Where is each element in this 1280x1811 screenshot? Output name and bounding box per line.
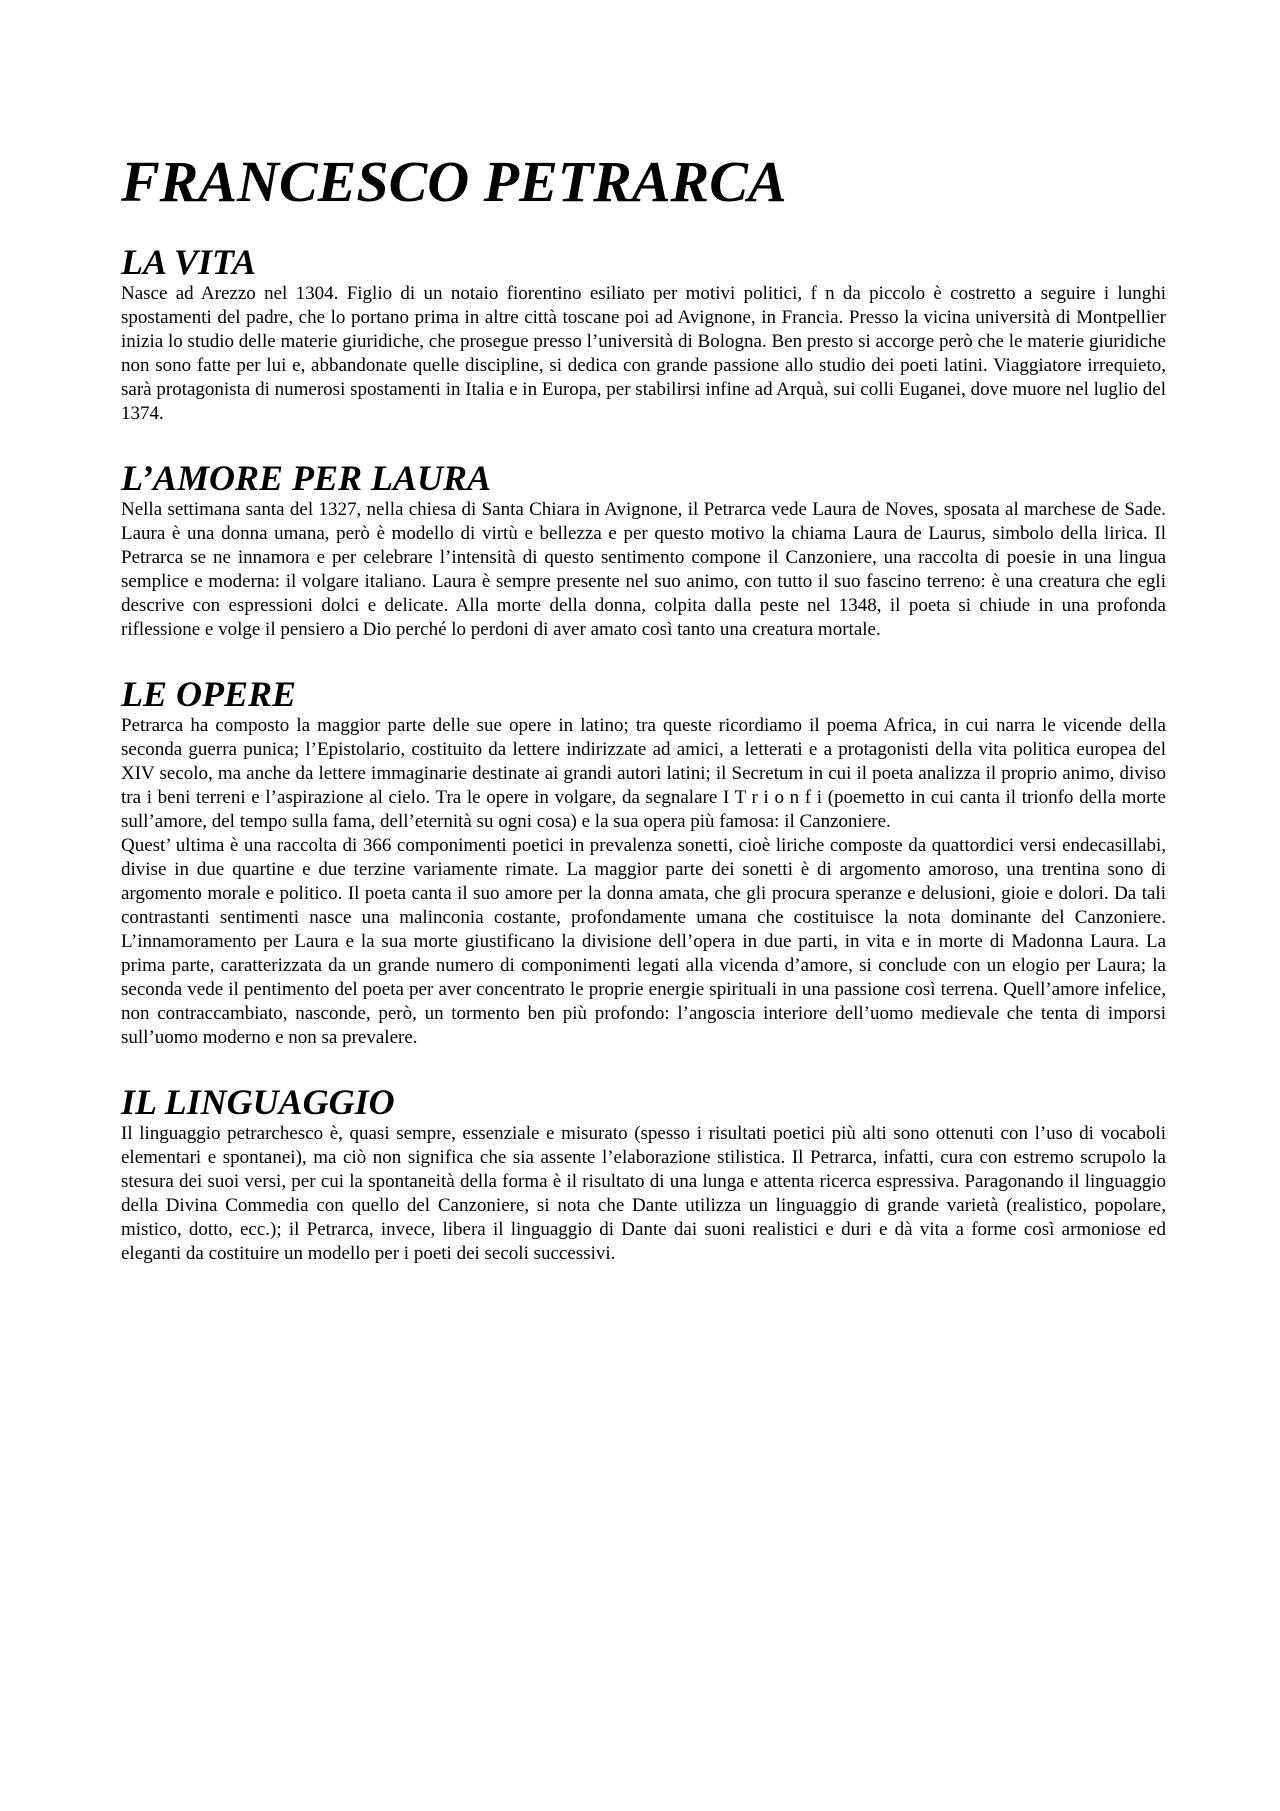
section-le-opere: [121, 674, 1166, 1050]
paragraph-le-opere-1: Petrarca ha composto la maggior parte delle sue opere in latino; tra queste ricordiamo il poema Africa, in cui narra le vicende della seconda guerra punica; l’Epistolario, costituito da lettere indirizzate ad amici, a letterati e a protagonisti della vita politica europea del XIV secolo, ma anche da lettere immaginarie destinate ai grandi autori latini; il Secretum in cui il poeta analizza il proprio animo, diviso tra i beni terreni e l’aspirazione al cielo. Tra le opere in volgare, da segnalare I T r i o n f i (poemetto in cui canta il trionfo della morte sull’amore, del tempo sulla fama, dell’eternità su ogni cosa) e la sua opera più famosa: il Canzoniere.: [121, 715, 1166, 832]
paragraph-il-linguaggio: Il linguaggio petrarchesco è, quasi sempre, essenziale e misurato (spesso i risultati poetici più alti sono ottenuti con l’uso di vocaboli elementari e spontanei), ma ciò non significa che sia assente l’elaborazione stilistica. Il Petrarca, infatti, cura con estremo scrupolo la stesura dei suoi versi, per cui la spontaneità della forma è il risultato di una lunga e attenta ricerca espressiva. Paragonando il linguaggio della Divina Commedia con quello del Canzoniere, si nota che Dante utilizza un linguaggio di grande varietà (realistico, popolare, mistico, dotto, ecc.); il Petrarca, invece, libera il linguaggio di Dante dai suoni realistici e duri e dà vita a forme così armoniose ed eleganti da costituire un modello per i poeti dei secoli successivi.: [121, 1123, 1166, 1264]
paragraph-le-opere-2: Quest’ ultima è una raccolta di 366 componimenti poetici in prevalenza sonetti, cioè liriche composte da quattordici versi endecasillabi, divise in due quartine e due terzine variamente rimate. La maggior parte dei sonetti è di argomento amoroso, una trentina sono di argomento morale e politico. Il poeta canta il suo amore per la donna amata, che gli procura speranze e delusioni, gioie e dolori. Da tali contrastanti sentimenti nasce una malinconia costante, profondamente umana che costituisce la nota dominante del Canzoniere. L’innamoramento per Laura e la sua morte giustificano la divisione dell’opera in due parti, in vita e in morte di Madonna Laura. La prima parte, caratterizzata da un grande numero di componimenti legati alla vicenda d’amore, si conclude con un elogio per Laura; la seconda vede il pentimento del poeta per aver concentrato le proprie energie spirituali in una passione così terrena. Quell’amore infelice, non contraccambiato, nasconde, però, un tormento ben più profondo: l’angoscia interiore dell’uomo medievale che tenta di imporsi sull’uomo moderno e non sa prevalere.: [121, 835, 1166, 1048]
section-amore-per-laura: [121, 458, 1166, 642]
paragraph-amore-per-laura: Nella settimana santa del 1327, nella chiesa di Santa Chiara in Avignone, il Petrarca vede Laura de Noves, sposata al marchese de Sade. Laura è una donna umana, però è modello di virtù e bellezza e per questo motivo la chiama Laura de Laurus, simbolo della lirica. Il Petrarca se ne innamora e per celebrare l’intensità di questo sentimento compone il Canzoniere, una raccolta di poesie in una lingua semplice e moderna: il volgare italiano. Laura è sempre presente nel suo animo, con tutto il suo fascino terreno: è una creatura che egli descrive con espressioni dolci e delicate. Alla morte della donna, colpita dalla peste nel 1348, il poeta si chiude in una profonda riflessione e volge il pensiero a Dio perché lo perdoni di aver amato così tanto una creatura mortale.: [121, 499, 1166, 640]
paragraph-la-vita: Nasce ad Arezzo nel 1304. Figlio di un notaio fiorentino esiliato per motivi politici, f n da piccolo è costretto a seguire i lunghi spostamenti del padre, che lo portano prima in altre città toscane poi ad Avignone, in Francia. Presso la vicina università di Montpellier inizia lo studio delle materie giuridiche, che prosegue presso l’università di Bologna. Ben presto si accorge però che le materie giuridiche non sono fatte per lui e, abbandonate quelle discipline, si dedica con grande passione allo studio dei poeti latini. Viaggiatore irrequieto, sarà protagonista di numerosi spostamenti in Italia e in Europa, per stabilirsi infine ad Arquà, sui colli Euganei, dove muore nel luglio del 1374.: [121, 283, 1166, 424]
section-la-vita: [121, 242, 1166, 426]
section-il-linguaggio: [121, 1082, 1166, 1266]
section-heading-il-linguaggio: IL LINGUAGGIO: [121, 1082, 395, 1122]
document-page: [121, 148, 1166, 1298]
section-heading-le-opere: LE OPERE: [121, 674, 297, 714]
section-heading-amore-per-laura: L’AMORE PER LAURA: [121, 458, 492, 498]
document-title: FRANCESCO PETRARCA: [121, 149, 787, 214]
section-heading-la-vita: LA VITA: [121, 242, 257, 282]
